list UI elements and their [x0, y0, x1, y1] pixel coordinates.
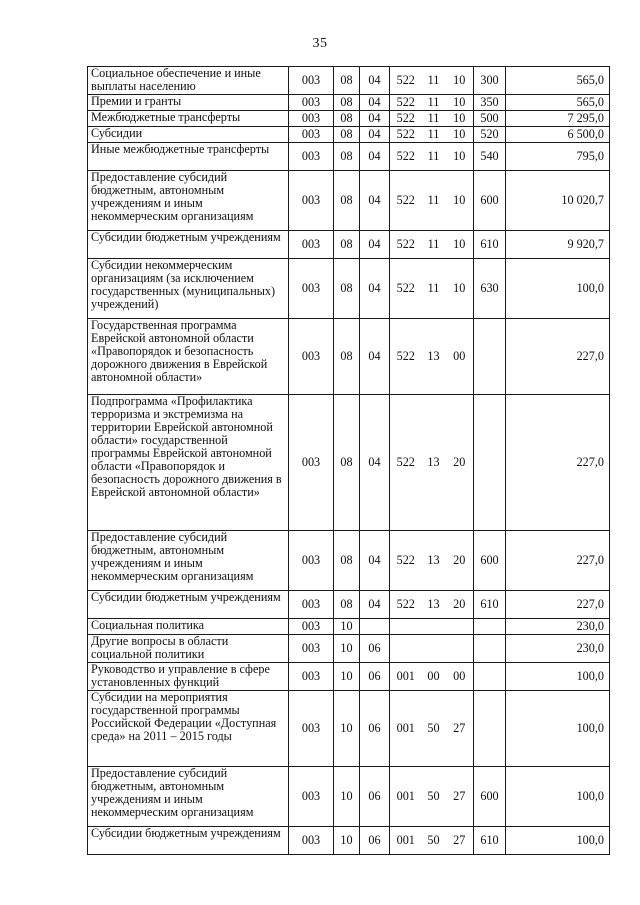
table-cell-razdel: 08	[334, 531, 360, 591]
table-cell-csr-direction: 00	[446, 663, 474, 691]
table-cell-csr-subprogram	[422, 619, 446, 635]
table-cell-razdel: 10	[334, 619, 360, 635]
table-cell-csr-program: 522	[390, 95, 422, 111]
table-cell-podrazdel: 06	[360, 691, 390, 767]
table-row	[88, 111, 610, 127]
table-cell-csr-program: 522	[390, 127, 422, 143]
table-cell-ved: 003	[289, 619, 334, 635]
table-cell-podrazdel: 04	[360, 143, 390, 171]
table-cell-name: Субсидии бюджетным учреждениям	[88, 231, 289, 259]
table-cell-amount: 100,0	[506, 767, 610, 827]
table-cell-ved: 003	[289, 111, 334, 127]
table-cell-razdel: 10	[334, 691, 360, 767]
table-cell-amount: 227,0	[506, 531, 610, 591]
table-cell-csr-subprogram: 13	[422, 395, 446, 531]
table-cell-ved: 003	[289, 591, 334, 619]
table-cell-vid-raskhodov	[474, 395, 506, 531]
table-cell-csr-direction: 10	[446, 67, 474, 95]
table-row	[88, 95, 610, 111]
table-cell-vid-raskhodov: 500	[474, 111, 506, 127]
table-cell-podrazdel: 04	[360, 319, 390, 395]
table-cell-podrazdel: 06	[360, 827, 390, 855]
table-cell-vid-raskhodov: 610	[474, 827, 506, 855]
table-cell-razdel: 08	[334, 591, 360, 619]
table-cell-razdel: 10	[334, 767, 360, 827]
table-cell-name: Субсидии бюджетным учреждениям	[88, 591, 289, 619]
table-cell-csr-subprogram: 11	[422, 111, 446, 127]
table-cell-csr-subprogram: 11	[422, 143, 446, 171]
table-cell-csr-program	[390, 619, 422, 635]
table-cell-csr-subprogram: 13	[422, 319, 446, 395]
table-cell-amount: 100,0	[506, 259, 610, 319]
table-cell-amount: 10 020,7	[506, 171, 610, 231]
table-cell-csr-program	[390, 635, 422, 663]
table-cell-csr-program: 522	[390, 67, 422, 95]
table-cell-ved: 003	[289, 827, 334, 855]
table-cell-podrazdel: 04	[360, 591, 390, 619]
table-cell-name: Премии и гранты	[88, 95, 289, 111]
table-cell-csr-direction: 10	[446, 143, 474, 171]
table-row	[88, 619, 610, 635]
table-cell-podrazdel: 04	[360, 95, 390, 111]
table-row	[88, 67, 610, 95]
table-cell-csr-program: 001	[390, 767, 422, 827]
table-cell-vid-raskhodov	[474, 635, 506, 663]
table-row	[88, 231, 610, 259]
table-cell-amount: 227,0	[506, 591, 610, 619]
table-cell-csr-direction	[446, 635, 474, 663]
table-cell-vid-raskhodov: 520	[474, 127, 506, 143]
table-cell-csr-program: 522	[390, 231, 422, 259]
table-cell-razdel: 08	[334, 67, 360, 95]
table-cell-amount: 227,0	[506, 319, 610, 395]
table-cell-csr-subprogram: 50	[422, 827, 446, 855]
table-cell-vid-raskhodov: 350	[474, 95, 506, 111]
table-cell-vid-raskhodov: 600	[474, 171, 506, 231]
table-cell-vid-raskhodov: 610	[474, 591, 506, 619]
table-cell-razdel: 08	[334, 395, 360, 531]
table-cell-name: Предоставление субсидий бюджетным, автономным учреждениям и иным некоммерческим организациям	[88, 531, 289, 591]
table-cell-amount: 100,0	[506, 827, 610, 855]
table-cell-amount: 9 920,7	[506, 231, 610, 259]
table-cell-name: Предоставление субсидий бюджетным, автономным учреждениям и иным некоммерческим организациям	[88, 171, 289, 231]
table-cell-csr-subprogram: 11	[422, 231, 446, 259]
table-cell-amount: 100,0	[506, 691, 610, 767]
table-row	[88, 635, 610, 663]
table-cell-ved: 003	[289, 531, 334, 591]
table-row	[88, 143, 610, 171]
table-cell-csr-subprogram: 50	[422, 767, 446, 827]
table-row	[88, 591, 610, 619]
table-cell-name: Подпрограмма «Профилактика терроризма и экстремизма на территории Еврейской автономной области» государственной программы Еврейской автономной области «Правопорядок и безопасность дорожного движения в Еврейской автономной области»	[88, 395, 289, 531]
table-cell-razdel: 08	[334, 95, 360, 111]
table-cell-csr-direction: 10	[446, 95, 474, 111]
table-cell-csr-direction: 10	[446, 259, 474, 319]
table-cell-vid-raskhodov: 630	[474, 259, 506, 319]
table-cell-csr-subprogram: 11	[422, 259, 446, 319]
table-cell-ved: 003	[289, 95, 334, 111]
table-cell-razdel: 08	[334, 171, 360, 231]
table-cell-csr-direction: 27	[446, 691, 474, 767]
table-cell-name: Субсидии некоммерческим организациям (за исключением государственных (муниципальных) учреждений)	[88, 259, 289, 319]
table-cell-amount: 230,0	[506, 635, 610, 663]
table-cell-vid-raskhodov	[474, 691, 506, 767]
table-cell-podrazdel: 04	[360, 259, 390, 319]
table-cell-csr-program: 522	[390, 259, 422, 319]
table-row	[88, 531, 610, 591]
table-cell-podrazdel: 06	[360, 663, 390, 691]
table-cell-csr-program: 001	[390, 691, 422, 767]
table-cell-csr-program: 001	[390, 827, 422, 855]
table-cell-vid-raskhodov	[474, 663, 506, 691]
table-cell-csr-subprogram: 11	[422, 67, 446, 95]
table-cell-podrazdel: 04	[360, 171, 390, 231]
table-cell-csr-direction: 20	[446, 531, 474, 591]
table-row	[88, 171, 610, 231]
table-cell-razdel: 08	[334, 143, 360, 171]
table-cell-razdel: 08	[334, 111, 360, 127]
table-cell-amount: 565,0	[506, 67, 610, 95]
table-cell-vid-raskhodov: 610	[474, 231, 506, 259]
table-cell-csr-program: 522	[390, 111, 422, 127]
table-cell-csr-program: 522	[390, 143, 422, 171]
table-cell-ved: 003	[289, 67, 334, 95]
table-cell-name: Предоставление субсидий бюджетным, автономным учреждениям и иным некоммерческим организациям	[88, 767, 289, 827]
table-cell-csr-direction: 10	[446, 171, 474, 231]
table-cell-ved: 003	[289, 767, 334, 827]
table-cell-podrazdel: 06	[360, 767, 390, 827]
table-cell-csr-direction: 10	[446, 127, 474, 143]
table-cell-razdel: 08	[334, 127, 360, 143]
table-cell-csr-subprogram: 13	[422, 591, 446, 619]
table-cell-amount: 7 295,0	[506, 111, 610, 127]
table-cell-podrazdel: 04	[360, 395, 390, 531]
table-cell-podrazdel: 04	[360, 111, 390, 127]
table-cell-name: Другие вопросы в области социальной политики	[88, 635, 289, 663]
table-cell-name: Социальная политика	[88, 619, 289, 635]
table-cell-csr-subprogram	[422, 635, 446, 663]
table-cell-ved: 003	[289, 319, 334, 395]
table-cell-csr-program: 522	[390, 591, 422, 619]
table-cell-csr-direction: 20	[446, 395, 474, 531]
table-cell-csr-program: 001	[390, 663, 422, 691]
table-row	[88, 767, 610, 827]
table-cell-csr-subprogram: 11	[422, 127, 446, 143]
table-cell-amount: 230,0	[506, 619, 610, 635]
table-cell-amount: 565,0	[506, 95, 610, 111]
table-cell-csr-subprogram: 00	[422, 663, 446, 691]
table-cell-csr-program: 522	[390, 531, 422, 591]
table-cell-razdel: 08	[334, 231, 360, 259]
table-cell-amount: 6 500,0	[506, 127, 610, 143]
table-row	[88, 827, 610, 855]
table-cell-csr-subprogram: 13	[422, 531, 446, 591]
table-cell-csr-direction: 27	[446, 767, 474, 827]
table-cell-name: Субсидии	[88, 127, 289, 143]
table-cell-ved: 003	[289, 143, 334, 171]
table-cell-vid-raskhodov	[474, 319, 506, 395]
table-cell-csr-subprogram: 11	[422, 171, 446, 231]
table-row	[88, 319, 610, 395]
table-cell-razdel: 08	[334, 319, 360, 395]
table-cell-ved: 003	[289, 259, 334, 319]
table-cell-vid-raskhodov: 540	[474, 143, 506, 171]
table-row	[88, 691, 610, 767]
table-cell-ved: 003	[289, 127, 334, 143]
table-cell-name: Субсидии бюджетным учреждениям	[88, 827, 289, 855]
table-cell-vid-raskhodov: 600	[474, 531, 506, 591]
table-cell-csr-program: 522	[390, 319, 422, 395]
table-cell-ved: 003	[289, 635, 334, 663]
table-cell-amount: 795,0	[506, 143, 610, 171]
table-cell-csr-direction: 10	[446, 231, 474, 259]
table-row	[88, 663, 610, 691]
table-cell-vid-raskhodov: 600	[474, 767, 506, 827]
table-cell-podrazdel: 04	[360, 67, 390, 95]
table-cell-csr-direction: 27	[446, 827, 474, 855]
table-cell-csr-direction	[446, 619, 474, 635]
table-cell-ved: 003	[289, 663, 334, 691]
table-cell-name: Социальное обеспечение и иные выплаты населению	[88, 67, 289, 95]
table-cell-ved: 003	[289, 691, 334, 767]
budget-table	[87, 66, 610, 855]
table-cell-ved: 003	[289, 395, 334, 531]
table-cell-csr-subprogram: 11	[422, 95, 446, 111]
page-number: 35	[312, 36, 328, 51]
table-cell-podrazdel: 04	[360, 231, 390, 259]
table-row	[88, 259, 610, 319]
table-row	[88, 127, 610, 143]
table-cell-name: Субсидии на мероприятия государственной программы Российской Федерации «Доступная среда» на 2011 – 2015 годы	[88, 691, 289, 767]
table-cell-csr-subprogram: 50	[422, 691, 446, 767]
table-cell-name: Иные межбюджетные трансферты	[88, 143, 289, 171]
table-cell-vid-raskhodov	[474, 619, 506, 635]
table-cell-csr-direction: 00	[446, 319, 474, 395]
table-cell-vid-raskhodov: 300	[474, 67, 506, 95]
table-cell-razdel: 08	[334, 259, 360, 319]
table-cell-name: Межбюджетные трансферты	[88, 111, 289, 127]
table-cell-name: Руководство и управление в сфере установленных функций	[88, 663, 289, 691]
table-cell-csr-program: 522	[390, 395, 422, 531]
table-cell-amount: 227,0	[506, 395, 610, 531]
table-cell-podrazdel	[360, 619, 390, 635]
table-row	[88, 395, 610, 531]
table-cell-ved: 003	[289, 231, 334, 259]
table-cell-csr-direction: 10	[446, 111, 474, 127]
table-cell-csr-program: 522	[390, 171, 422, 231]
table-cell-amount: 100,0	[506, 663, 610, 691]
table-cell-razdel: 10	[334, 827, 360, 855]
table-cell-razdel: 10	[334, 663, 360, 691]
table-cell-podrazdel: 04	[360, 127, 390, 143]
table-cell-podrazdel: 04	[360, 531, 390, 591]
table-cell-name: Государственная программа Еврейской автономной области «Правопорядок и безопасность дорожного движения в Еврейской автономной области»	[88, 319, 289, 395]
table-cell-razdel: 10	[334, 635, 360, 663]
table-cell-csr-direction: 20	[446, 591, 474, 619]
table-cell-ved: 003	[289, 171, 334, 231]
table-cell-podrazdel: 06	[360, 635, 390, 663]
